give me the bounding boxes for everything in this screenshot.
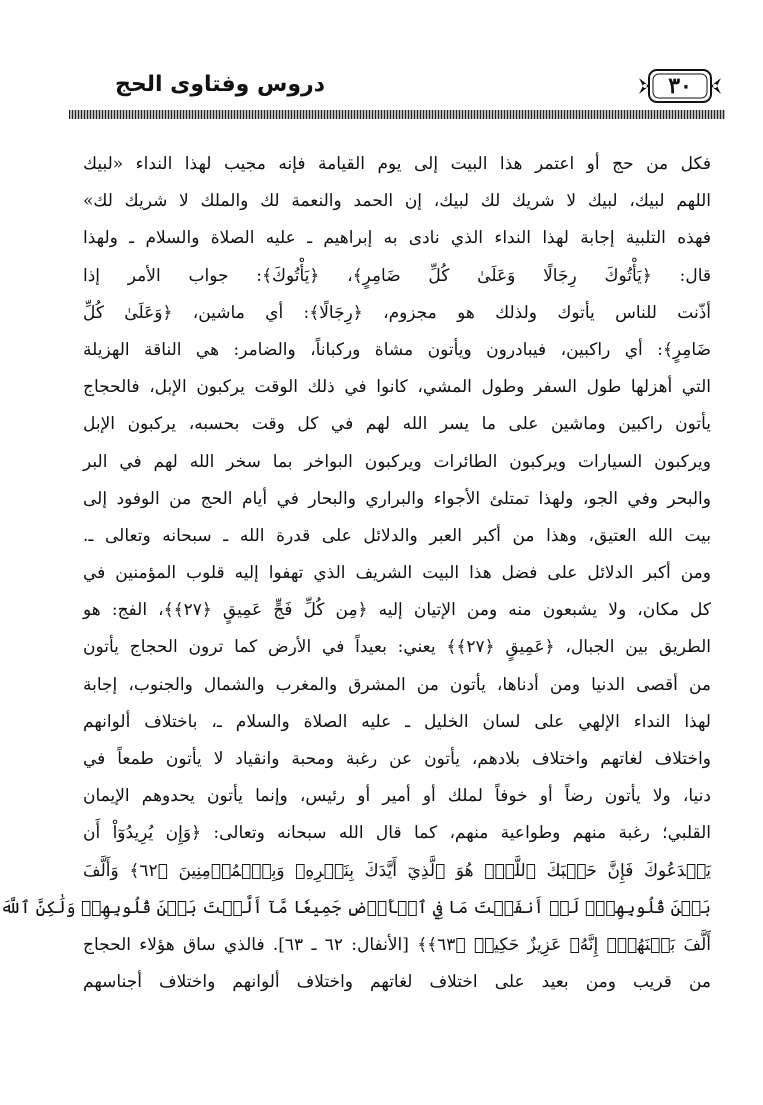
page-number: ٣٠ bbox=[668, 73, 692, 99]
text-line: فكل من حج أو اعتمر هذا البيت إلى يوم القيامة فإنه مجيب لهذا النداء «لبيك bbox=[83, 154, 711, 174]
text-line: ضَامِرٍ﴾: أي راكبين، فيبادرون ويأتون مشاة وركباناً، والضامر: هي الناقة الهزيلة bbox=[83, 339, 711, 360]
text-line: فهذه التلبية إجابة لهذا النداء الذي نادى به إبراهيم ـ عليه الصلاة والسلام ـ ولهذا bbox=[83, 228, 711, 249]
text-line: اللهم لبيك، لبيك لا شريك لك لبيك، إن الحمد والنعمة لك والملك لا شريك لك» bbox=[83, 191, 711, 212]
text-line: ومن أكبر الدلائل على فضل هذا البيت الشريف الذي تهفوا إليه قلوب المؤمنين في bbox=[83, 563, 711, 584]
header-divider bbox=[69, 110, 725, 119]
text-line: يأتون راكبين وماشين على ما يسر الله لهم في كل وقت بحسبه، يركبون الإبل bbox=[83, 414, 711, 435]
text-line: التي أهزلها طول السفر وطول المشي، كانوا في ذلك الوقت يركبون الإبل، فالحجاج bbox=[83, 377, 711, 398]
text-line: ويركبون السيارات ويركبون الطائرات ويركبون البواخر بما سخر الله لهم في البر bbox=[83, 451, 711, 472]
text-line: الطريق بين الجبال، ﴿عَمِيقٍ ﴿٢٧﴾﴾ يعني: بعيداً في الأرض كما ترون الحجاج يأتون bbox=[83, 637, 711, 658]
text-line: بيت الله العتيق، وهذا من أكبر العبر والدلائل على قدرة الله ـ سبحانه وتعالى ـ. bbox=[83, 525, 711, 546]
text-line: بَيۡنَ قُلُوبِهِمۡۚ لَوۡ أَنفَقۡتَ مَا فِي ٱلۡأَرۡضِ جَمِيعٗا مَّآ أَلَّفۡتَ بَيۡنَ قُلُوبِهِمۡ وَلَٰكِنَّ ٱللَّهَ bbox=[0, 897, 711, 918]
text-line: واختلاف لغاتهم واختلاف بلادهم، يأتون عن رغبة ومحبة وانقياد لا يأتون طمعاً في bbox=[83, 749, 711, 769]
text-line: من أقصى الدنيا ومن أدناها، يأتون من المشرق والمغرب والشمال والجنوب، إجابة bbox=[83, 674, 711, 695]
text-line: قال: ﴿يَأْتُوكَ رِجَالًا وَعَلَىٰ كُلِّ ضَامِرٍ﴾، ﴿يَأْتُوكَ﴾: جواب الأمر إذا bbox=[83, 265, 711, 286]
text-line: يَخۡدَعُوكَ فَإِنَّ حَسۡبَكَ ٱللَّهُۚ هُوَ ٱلَّذِيٓ أَيَّدَكَ بِنَصۡرِهِۦ وَبِٱلۡمُؤۡمِنِينَ ﴿٦٢﴾ وَأَلَّفَ bbox=[83, 860, 711, 881]
text-line: دنيا، ولا يأتون رضاً أو خوفاً لملك أو أمير أو رئيس، وإنما يأتون يحدوهم الإيمان bbox=[83, 786, 711, 807]
text-line: أذّنت للناس يأتوك ولذلك هو مجزوم، ﴿رِجَالًا﴾: أي ماشين، ﴿وَعَلَىٰ كُلِّ bbox=[83, 302, 711, 323]
page-body bbox=[0, 146, 712, 1001]
text-line: لهذا النداء الإلهي على لسان الخليل ـ عليه الصلاة والسلام ـ، باختلاف ألوانهم bbox=[83, 711, 711, 732]
text-line: القلبي؛ رغبة منهم وطواعية منهم، كما قال الله سبحانه وتعالى: ﴿وَإِن يُرِيدُوٓاْ أَن bbox=[83, 823, 711, 844]
text-line: أَلَّفَ بَيۡنَهُمۡۚ إِنَّهُۥ عَزِيزٌ حَكِيمٞ ﴿٦٣﴾﴾ [الأنفال: ٦٢ ـ ٦٣]. فالذي ساق هؤلاء الحجاج bbox=[83, 934, 712, 955]
page-header bbox=[71, 66, 723, 106]
book-title: دروس وفتاوى الحج bbox=[115, 72, 325, 97]
text-line: والبحر وفي الجو، ولهذا تمتلئ الأجواء والبراري والبحار في أيام الحج من الوفود إلى bbox=[83, 488, 711, 509]
text-line: من قريب ومن بعيد على اختلاف لغاتهم واختلاف ألوانهم واختلاف أجناسهم bbox=[83, 972, 711, 993]
text-line: كل مكان، ولا يشبعون منه ومن الإتيان إليه ﴿مِن كُلِّ فَجٍّ عَمِيقٍ ﴿٢٧﴾﴾، الفج: هو bbox=[83, 600, 712, 621]
